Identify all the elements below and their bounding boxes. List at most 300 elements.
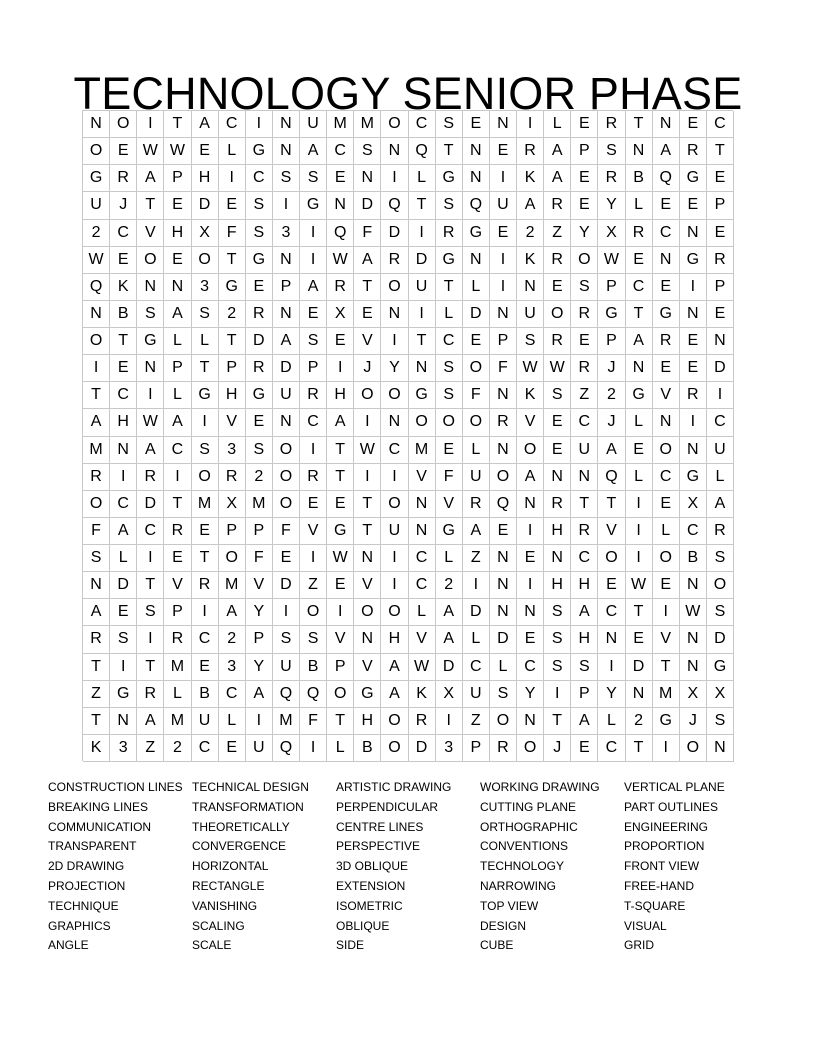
grid-cell: F (300, 708, 327, 735)
grid-cell: J (110, 192, 137, 219)
grid-cell: I (192, 599, 219, 626)
word-list-item: HORIZONTAL (192, 859, 269, 874)
grid-cell: K (517, 382, 544, 409)
grid-cell: I (300, 220, 327, 247)
grid-cell: C (137, 518, 164, 545)
grid-cell: G (653, 708, 680, 735)
grid-cell: E (571, 111, 598, 138)
grid-cell: H (192, 165, 219, 192)
grid-cell: I (653, 599, 680, 626)
grid-cell: G (83, 165, 110, 192)
grid-cell: V (653, 626, 680, 653)
word-list-item: ORTHOGRAPHIC (480, 819, 578, 834)
grid-cell: Q (83, 274, 110, 301)
grid-cell: I (273, 599, 300, 626)
grid-cell: Z (544, 220, 571, 247)
grid-cell: E (517, 626, 544, 653)
grid-cell: A (436, 599, 463, 626)
grid-cell: T (164, 111, 191, 138)
grid-cell: M (409, 437, 436, 464)
grid-cell: W (354, 437, 381, 464)
grid-cell: T (137, 192, 164, 219)
grid-cell: G (110, 681, 137, 708)
grid-cell: S (544, 599, 571, 626)
grid-cell: N (83, 572, 110, 599)
grid-cell: A (707, 491, 734, 518)
grid-cell: R (246, 301, 273, 328)
grid-cell: N (463, 138, 490, 165)
grid-cell: O (110, 111, 137, 138)
grid-cell: O (273, 464, 300, 491)
grid-cell: R (246, 355, 273, 382)
grid-cell: H (219, 382, 246, 409)
grid-cell: M (354, 111, 381, 138)
grid-cell: T (83, 708, 110, 735)
grid-cell: I (110, 654, 137, 681)
word-list-item: CUBE (480, 938, 514, 953)
word-list-item: PROPORTION (624, 839, 705, 854)
grid-cell: 2 (626, 708, 653, 735)
grid-cell: I (137, 382, 164, 409)
letter-grid (82, 110, 733, 761)
grid-cell: E (327, 572, 354, 599)
grid-cell: V (354, 328, 381, 355)
grid-cell: E (680, 328, 707, 355)
grid-cell: X (192, 220, 219, 247)
grid-cell: A (327, 409, 354, 436)
grid-cell: R (327, 274, 354, 301)
grid-cell: S (598, 138, 625, 165)
grid-cell: N (110, 437, 137, 464)
grid-cell: I (490, 165, 517, 192)
grid-cell: L (327, 735, 354, 762)
grid-cell: I (300, 247, 327, 274)
word-list-item: CENTRE LINES (336, 819, 424, 834)
grid-cell: R (300, 382, 327, 409)
grid-cell: N (164, 274, 191, 301)
grid-cell: O (409, 409, 436, 436)
grid-cell: S (246, 437, 273, 464)
grid-cell: E (246, 409, 273, 436)
grid-cell: L (626, 409, 653, 436)
grid-cell: T (409, 328, 436, 355)
grid-cell: A (164, 301, 191, 328)
grid-cell: C (219, 681, 246, 708)
grid-cell: D (110, 572, 137, 599)
grid-cell: P (246, 518, 273, 545)
grid-cell: O (273, 437, 300, 464)
grid-cell: H (110, 409, 137, 436)
grid-cell: H (544, 572, 571, 599)
grid-cell: R (707, 247, 734, 274)
grid-cell: S (436, 382, 463, 409)
grid-cell: D (246, 328, 273, 355)
grid-cell: L (463, 626, 490, 653)
grid-cell: R (544, 247, 571, 274)
grid-cell: G (409, 382, 436, 409)
grid-cell: E (653, 355, 680, 382)
word-list-item: THEORETICALLY (192, 819, 290, 834)
grid-cell: B (626, 165, 653, 192)
grid-cell: T (137, 572, 164, 599)
grid-cell: U (409, 274, 436, 301)
grid-cell: E (273, 545, 300, 572)
grid-cell: N (571, 464, 598, 491)
grid-cell: E (653, 274, 680, 301)
grid-cell: S (436, 355, 463, 382)
grid-cell: N (354, 545, 381, 572)
grid-cell: E (164, 247, 191, 274)
grid-cell: 3 (436, 735, 463, 762)
grid-cell: I (680, 274, 707, 301)
grid-cell: N (626, 138, 653, 165)
grid-cell: E (544, 409, 571, 436)
grid-cell: N (327, 192, 354, 219)
word-list-item: T-SQUARE (624, 898, 686, 913)
grid-cell: E (571, 165, 598, 192)
grid-cell: V (653, 382, 680, 409)
grid-cell: G (680, 464, 707, 491)
word-list-item: BREAKING LINES (48, 799, 149, 814)
grid-cell: G (219, 274, 246, 301)
word-list-item: 2D DRAWING (48, 859, 125, 874)
grid-cell: N (653, 409, 680, 436)
grid-cell: B (354, 735, 381, 762)
grid-cell: O (381, 599, 408, 626)
grid-cell: D (626, 654, 653, 681)
grid-cell: N (598, 626, 625, 653)
grid-cell: G (436, 518, 463, 545)
grid-cell: R (680, 382, 707, 409)
grid-cell: O (83, 328, 110, 355)
grid-cell: N (490, 382, 517, 409)
grid-cell: N (544, 545, 571, 572)
grid-cell: H (164, 220, 191, 247)
word-list-item: PART OUTLINES (624, 799, 719, 814)
word-list-item: EXTENSION (336, 878, 406, 893)
grid-cell: L (463, 437, 490, 464)
grid-cell: 2 (246, 464, 273, 491)
grid-cell: C (219, 111, 246, 138)
grid-cell: E (626, 626, 653, 653)
grid-cell: U (490, 192, 517, 219)
grid-cell: I (327, 355, 354, 382)
grid-cell: L (463, 274, 490, 301)
grid-cell: W (137, 138, 164, 165)
grid-cell: R (571, 301, 598, 328)
grid-cell: T (192, 545, 219, 572)
grid-cell: D (436, 654, 463, 681)
word-list-item: PERPENDICULAR (336, 799, 439, 814)
grid-cell: E (544, 274, 571, 301)
grid-cell: I (517, 518, 544, 545)
word-list-item: FRONT VIEW (624, 859, 700, 874)
grid-cell: P (598, 274, 625, 301)
grid-cell: C (192, 626, 219, 653)
grid-cell: I (409, 220, 436, 247)
grid-cell: N (707, 735, 734, 762)
grid-cell: P (246, 626, 273, 653)
grid-cell: A (598, 437, 625, 464)
grid-cell: M (83, 437, 110, 464)
grid-cell: T (626, 599, 653, 626)
word-list-item: PROJECTION (48, 878, 126, 893)
grid-cell: T (164, 491, 191, 518)
grid-cell: D (707, 355, 734, 382)
grid-cell: O (544, 301, 571, 328)
grid-cell: J (354, 355, 381, 382)
grid-cell: N (490, 111, 517, 138)
grid-cell: N (381, 409, 408, 436)
grid-cell: 3 (192, 274, 219, 301)
grid-cell: O (381, 382, 408, 409)
grid-cell: G (653, 301, 680, 328)
grid-cell: T (110, 328, 137, 355)
grid-cell: A (436, 626, 463, 653)
grid-cell: S (571, 274, 598, 301)
grid-cell: A (192, 111, 219, 138)
grid-cell: S (110, 626, 137, 653)
grid-cell: X (219, 491, 246, 518)
grid-cell: G (463, 220, 490, 247)
grid-cell: M (164, 654, 191, 681)
grid-cell: N (273, 301, 300, 328)
grid-cell: B (300, 654, 327, 681)
grid-cell: U (463, 681, 490, 708)
grid-cell: N (626, 355, 653, 382)
grid-cell: K (517, 247, 544, 274)
grid-cell: R (544, 192, 571, 219)
grid-cell: E (653, 192, 680, 219)
grid-cell: N (409, 491, 436, 518)
grid-cell: G (707, 654, 734, 681)
grid-cell: T (192, 355, 219, 382)
grid-cell: P (219, 355, 246, 382)
grid-cell: 2 (517, 220, 544, 247)
grid-cell: H (381, 626, 408, 653)
grid-cell: I (463, 572, 490, 599)
grid-cell: N (273, 247, 300, 274)
grid-cell: I (517, 111, 544, 138)
grid-cell: T (598, 491, 625, 518)
word-list-item: ANGLE (48, 938, 89, 953)
grid-cell: E (327, 165, 354, 192)
grid-cell: N (490, 572, 517, 599)
grid-cell: J (598, 409, 625, 436)
grid-cell: E (680, 192, 707, 219)
grid-cell: X (680, 491, 707, 518)
grid-cell: T (544, 708, 571, 735)
grid-cell: S (544, 382, 571, 409)
grid-cell: A (544, 165, 571, 192)
grid-cell: O (354, 382, 381, 409)
grid-cell: U (273, 654, 300, 681)
grid-cell: L (707, 464, 734, 491)
grid-cell: R (490, 409, 517, 436)
grid-cell: C (598, 599, 625, 626)
grid-cell: N (517, 274, 544, 301)
grid-cell: X (436, 681, 463, 708)
grid-cell: O (463, 409, 490, 436)
grid-cell: N (354, 165, 381, 192)
grid-cell: R (544, 491, 571, 518)
grid-cell: N (626, 681, 653, 708)
grid-cell: N (83, 111, 110, 138)
grid-cell: A (273, 328, 300, 355)
grid-cell: P (219, 518, 246, 545)
grid-cell: C (653, 220, 680, 247)
grid-cell: N (273, 138, 300, 165)
grid-cell: F (354, 220, 381, 247)
grid-cell: R (707, 518, 734, 545)
grid-cell: S (436, 111, 463, 138)
grid-cell: T (354, 274, 381, 301)
grid-cell: E (463, 111, 490, 138)
grid-cell: R (83, 626, 110, 653)
grid-cell: E (327, 491, 354, 518)
grid-cell: N (110, 708, 137, 735)
grid-cell: A (517, 192, 544, 219)
grid-cell: R (653, 328, 680, 355)
grid-cell: E (571, 192, 598, 219)
grid-cell: X (327, 301, 354, 328)
grid-cell: A (381, 654, 408, 681)
grid-cell: R (409, 708, 436, 735)
grid-cell: E (598, 572, 625, 599)
grid-cell: I (490, 274, 517, 301)
grid-cell: N (463, 247, 490, 274)
grid-cell: N (680, 654, 707, 681)
grid-cell: V (517, 409, 544, 436)
grid-cell: O (517, 437, 544, 464)
grid-cell: G (680, 247, 707, 274)
grid-cell: C (381, 437, 408, 464)
grid-cell: E (490, 518, 517, 545)
grid-cell: G (598, 301, 625, 328)
grid-cell: L (544, 111, 571, 138)
grid-cell: P (571, 138, 598, 165)
grid-cell: C (409, 545, 436, 572)
grid-cell: G (680, 165, 707, 192)
grid-cell: Q (653, 165, 680, 192)
word-list-item: SIDE (336, 938, 365, 953)
grid-cell: U (571, 437, 598, 464)
grid-cell: E (653, 491, 680, 518)
grid-cell: R (300, 464, 327, 491)
grid-cell: E (192, 654, 219, 681)
grid-cell: N (137, 274, 164, 301)
grid-cell: C (300, 409, 327, 436)
grid-cell: N (83, 301, 110, 328)
grid-cell: W (409, 654, 436, 681)
grid-cell: I (83, 355, 110, 382)
grid-cell: T (327, 464, 354, 491)
grid-cell: O (653, 437, 680, 464)
grid-cell: H (544, 518, 571, 545)
grid-cell: A (300, 138, 327, 165)
grid-cell: O (463, 355, 490, 382)
grid-cell: N (381, 138, 408, 165)
grid-cell: M (246, 491, 273, 518)
grid-cell: N (517, 708, 544, 735)
grid-cell: M (653, 681, 680, 708)
grid-cell: I (327, 599, 354, 626)
grid-cell: 2 (83, 220, 110, 247)
grid-cell: G (192, 382, 219, 409)
grid-cell: W (680, 599, 707, 626)
grid-cell: T (653, 654, 680, 681)
grid-cell: M (327, 111, 354, 138)
grid-cell: O (192, 247, 219, 274)
grid-cell: E (653, 572, 680, 599)
word-list-item: GRAPHICS (48, 918, 111, 933)
grid-cell: Z (83, 681, 110, 708)
grid-cell: U (707, 437, 734, 464)
grid-cell: C (571, 409, 598, 436)
grid-cell: O (137, 247, 164, 274)
grid-cell: E (436, 437, 463, 464)
grid-cell: E (354, 301, 381, 328)
grid-cell: A (354, 247, 381, 274)
grid-cell: A (137, 708, 164, 735)
grid-cell: L (490, 654, 517, 681)
grid-cell: E (463, 328, 490, 355)
grid-cell: C (626, 274, 653, 301)
grid-cell: G (354, 681, 381, 708)
grid-cell: T (137, 654, 164, 681)
grid-cell: I (137, 626, 164, 653)
grid-cell: 3 (219, 654, 246, 681)
grid-cell: R (381, 247, 408, 274)
grid-cell: E (680, 355, 707, 382)
grid-cell: O (83, 491, 110, 518)
grid-cell: E (300, 301, 327, 328)
grid-cell: V (598, 518, 625, 545)
grid-cell: L (598, 708, 625, 735)
grid-cell: N (463, 165, 490, 192)
grid-cell: I (381, 572, 408, 599)
grid-cell: D (381, 220, 408, 247)
grid-cell: I (626, 518, 653, 545)
grid-cell: G (436, 247, 463, 274)
grid-cell: R (137, 681, 164, 708)
grid-cell: D (463, 599, 490, 626)
grid-cell: T (436, 274, 463, 301)
grid-cell: I (300, 545, 327, 572)
grid-cell: Q (273, 735, 300, 762)
grid-cell: 2 (598, 382, 625, 409)
grid-cell: C (327, 138, 354, 165)
grid-cell: S (544, 626, 571, 653)
grid-cell: A (571, 599, 598, 626)
grid-cell: A (626, 328, 653, 355)
grid-cell: R (626, 220, 653, 247)
grid-cell: A (544, 138, 571, 165)
grid-cell: L (626, 464, 653, 491)
grid-cell: R (517, 138, 544, 165)
grid-cell: D (409, 735, 436, 762)
grid-cell: I (246, 708, 273, 735)
grid-cell: I (490, 247, 517, 274)
grid-cell: O (381, 708, 408, 735)
grid-cell: P (327, 654, 354, 681)
grid-cell: K (83, 735, 110, 762)
grid-cell: A (83, 409, 110, 436)
grid-cell: L (164, 382, 191, 409)
grid-cell: A (137, 165, 164, 192)
grid-cell: C (409, 572, 436, 599)
grid-cell: C (707, 111, 734, 138)
